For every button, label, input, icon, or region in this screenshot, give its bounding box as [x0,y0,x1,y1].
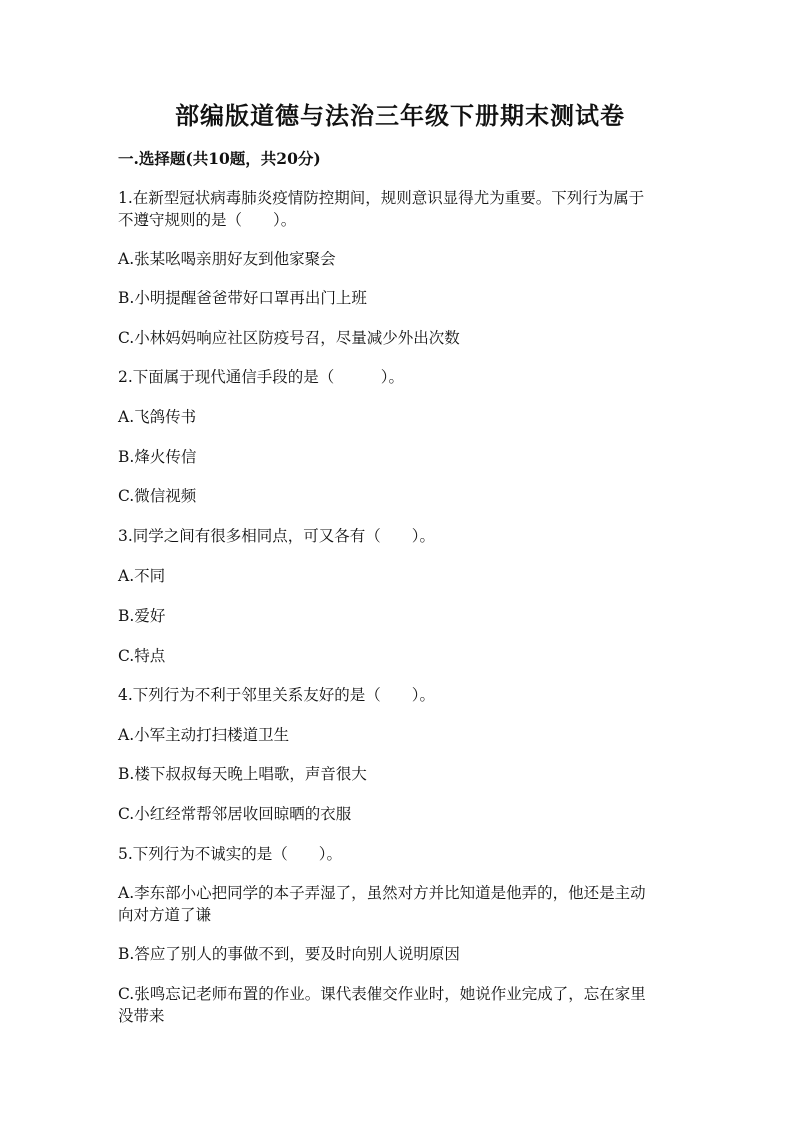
question-1-stem-line-2: 不遵守规则的是（ ）。 [118,211,297,229]
question-1-stem-line-1: 1.在新型冠状病毒肺炎疫情防控期间，规则意识显得尤为重要。下列行为属于 [118,189,645,207]
section-heading-multiple-choice: 一.选择题(共10题，共20分) [118,149,321,168]
question-2-option-b: B.烽火传信 [118,448,197,466]
question-5-option-c-line-1: C.张鸣忘记老师布置的作业。课代表催交作业时，她说作业完成了，忘在家里 [118,985,646,1003]
question-3-option-a: A.不同 [118,567,166,585]
question-4-option-b: B.楼下叔叔每天晚上唱歌，声音很大 [118,765,367,783]
question-2-option-a: A.飞鸽传书 [118,408,197,426]
question-3-stem-line-1: 3.同学之间有很多相同点，可又各有（ ）。 [118,527,436,545]
question-3-option-c: C.特点 [118,647,166,665]
question-1-option-b: B.小明提醒爸爸带好口罩再出门上班 [118,289,367,307]
question-2-stem-line-1: 2.下面属于现代通信手段的是（ ）。 [118,368,405,386]
question-5-stem-line-1: 5.下列行为不诚实的是（ ）。 [118,845,343,863]
question-2-option-c: C.微信视频 [118,487,197,505]
question-4-option-c: C.小红经常帮邻居收回晾晒的衣服 [118,805,352,823]
question-5-option-a-line-1: A.李东部小心把同学的本子弄湿了，虽然对方并比知道是他弄的，他还是主动 [118,884,646,902]
question-4-option-a: A.小军主动打扫楼道卫生 [118,726,290,744]
exam-title: 部编版道德与法治三年级下册期末测试卷 [175,101,625,130]
question-5-option-a-line-2: 向对方道了谦 [118,906,212,924]
question-4-stem-line-1: 4.下列行为不利于邻里关系友好的是（ ）。 [118,686,436,704]
question-1-option-c: C.小林妈妈响应社区防疫号召，尽量减少外出次数 [118,329,460,347]
question-5-option-b: B.答应了别人的事做不到，要及时向别人说明原因 [118,945,460,963]
question-1-option-a: A.张某吆喝亲朋好友到他家聚会 [118,250,336,268]
question-3-option-b: B.爱好 [118,607,166,625]
question-5-option-c-line-2: 没带来 [118,1007,165,1025]
